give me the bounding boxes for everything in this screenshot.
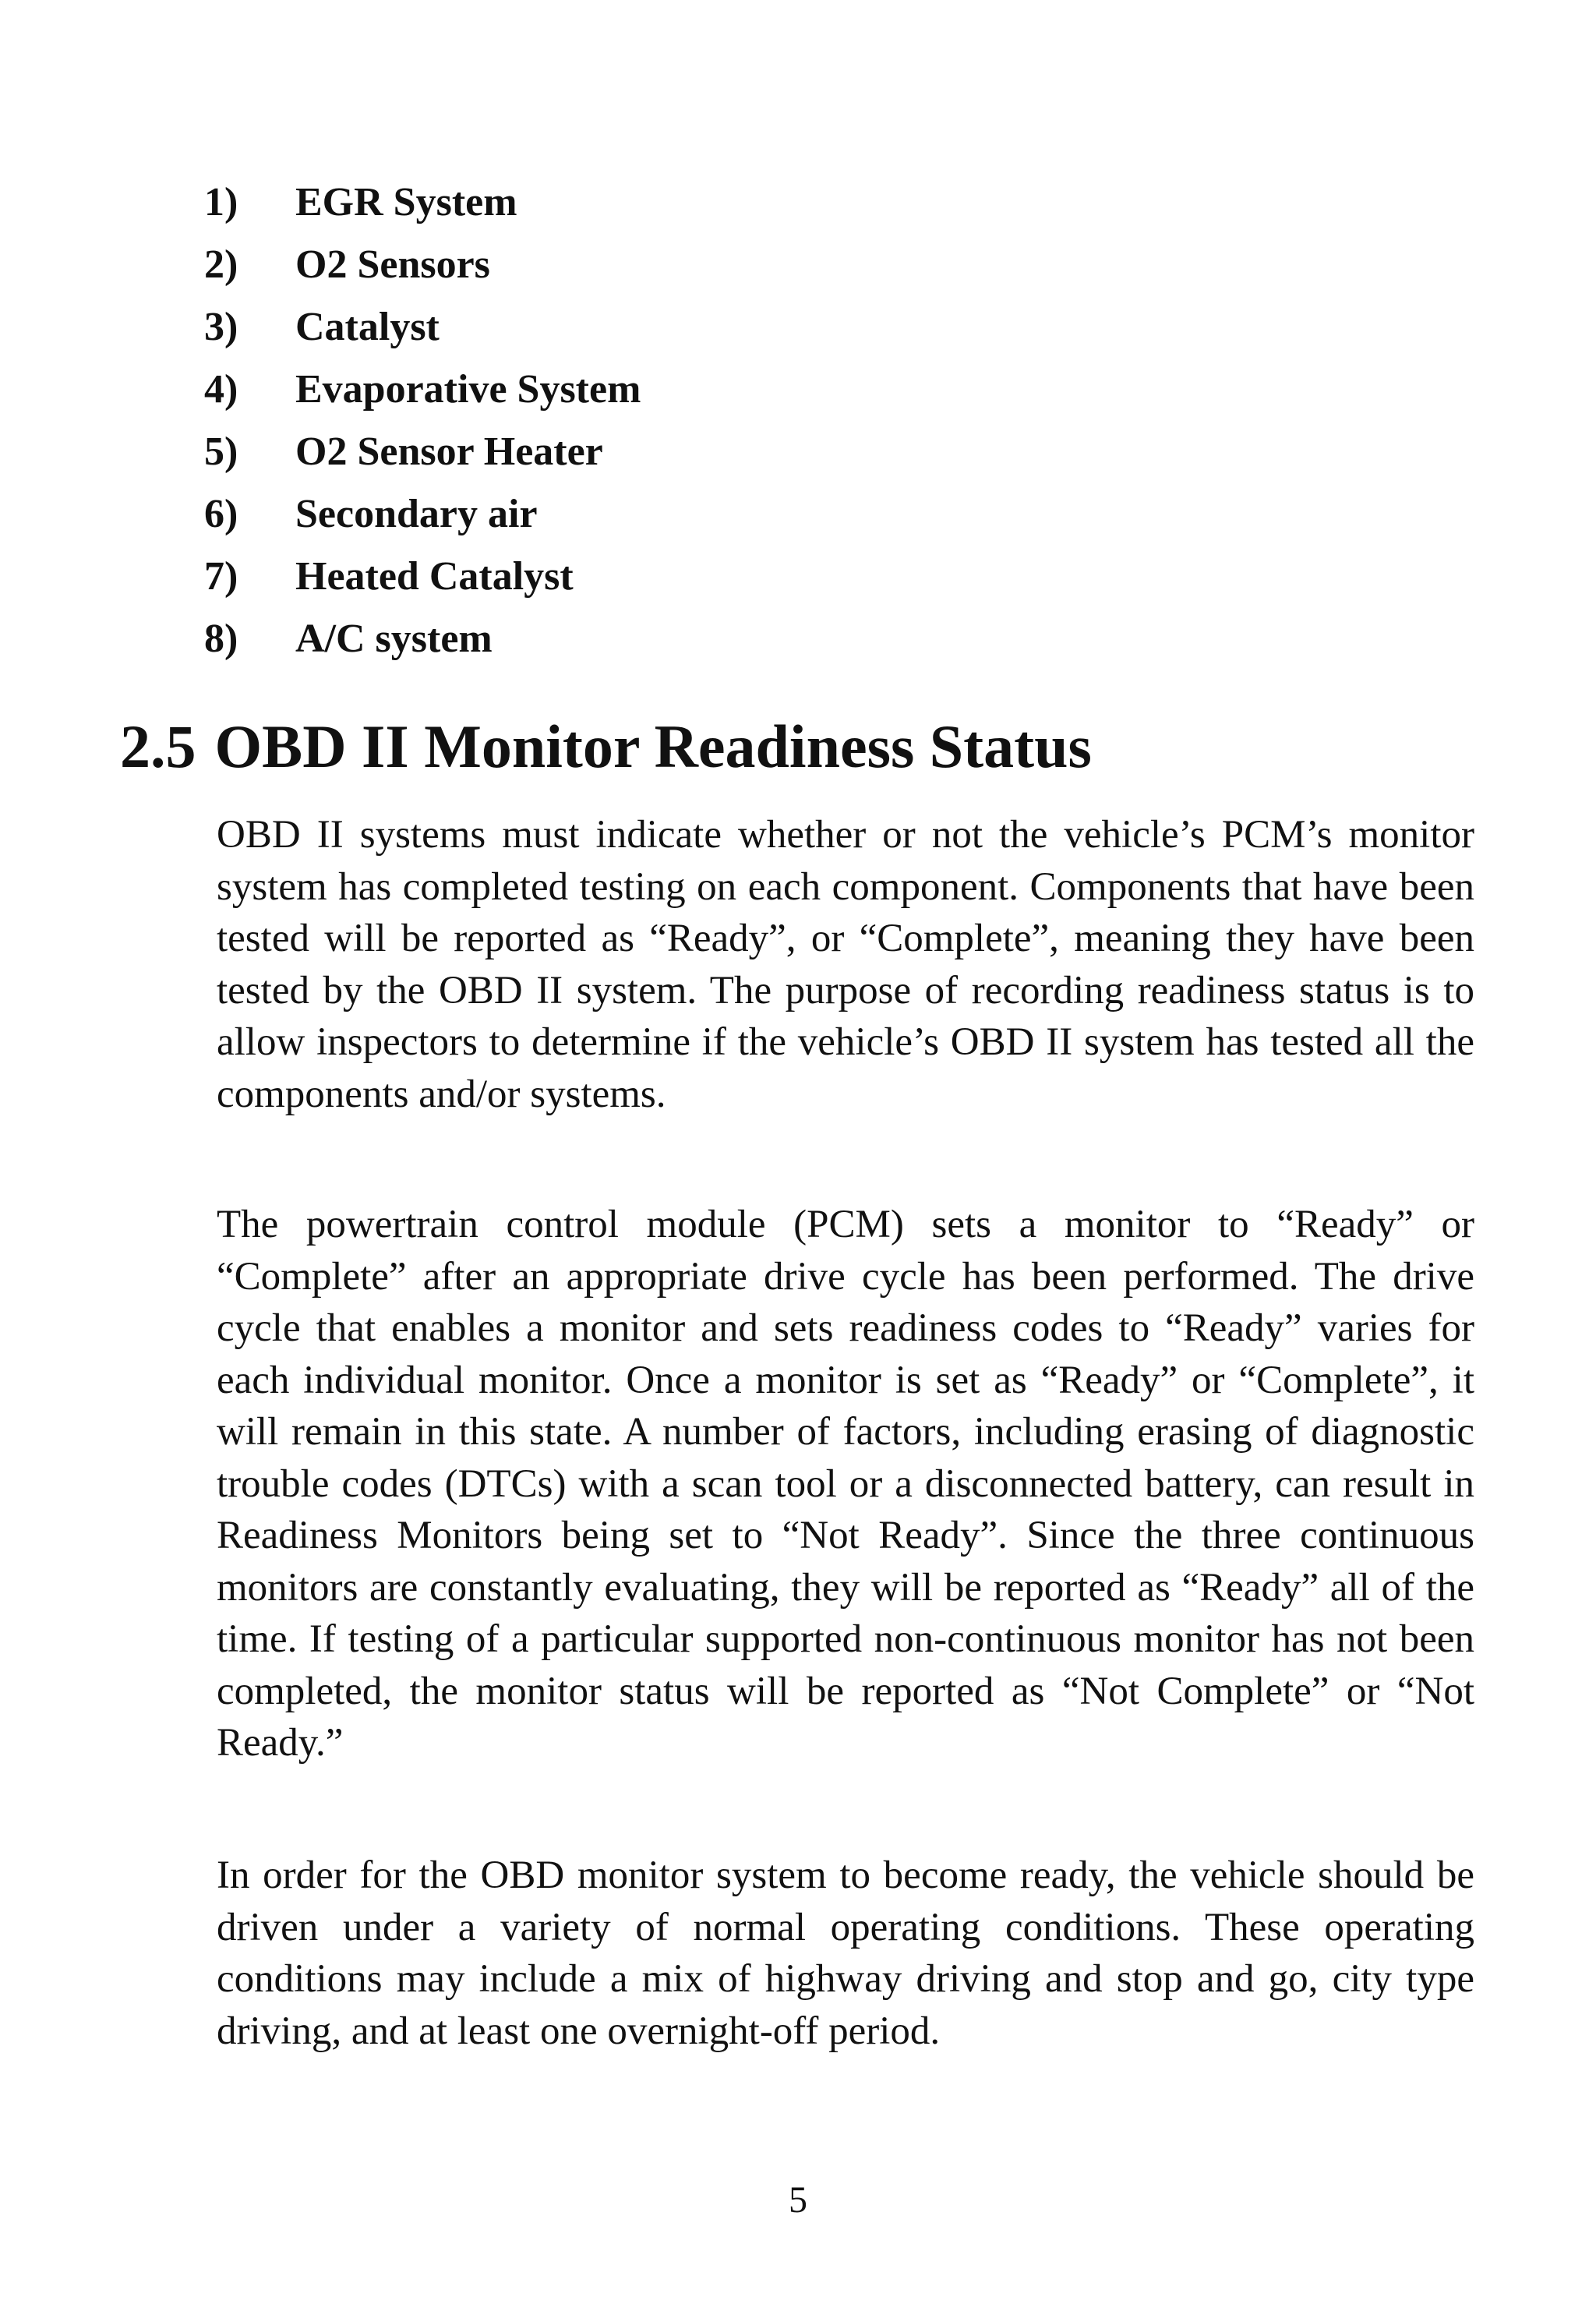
list-item: [204, 608, 641, 670]
list-item-label: Evaporative System: [295, 367, 641, 412]
list-item: [204, 296, 641, 359]
list-item: [204, 359, 641, 421]
list-item-label: O2 Sensors: [295, 242, 490, 287]
section-title: OBD II Monitor Readiness Status: [214, 712, 1092, 780]
list-item: [204, 234, 641, 296]
paragraph-driving-conditions: In order for the OBD monitor system to become ready, the vehicle should be driven under a variety of normal operating conditions. These operating conditions may include a mix of highway driving and stop and go, city type driving, and at least one overnight-off period.: [217, 1854, 1474, 2053]
list-item: [204, 483, 641, 546]
paragraph-readiness-intro: OBD II systems must indicate whether or not the vehicle’s PCM’s monitor system has completed testing on each component. Components that have been tested will be reported as “Ready”, or “Complete”, meaning they have been tested by the OBD II system. The purpose of recording readiness status is to allow inspectors to determine if the vehicle’s OBD II system has tested all the components and/or systems.: [217, 813, 1474, 1116]
list-item-number: 2): [204, 242, 238, 287]
page-number: 5: [789, 2179, 807, 2221]
monitor-list: [204, 171, 641, 670]
list-item: [204, 171, 641, 234]
list-item-number: 6): [204, 492, 238, 536]
list-item: [204, 546, 641, 608]
list-item-label: Catalyst: [295, 305, 440, 349]
list-item-label: Secondary air: [295, 492, 538, 536]
section-heading: [120, 708, 1092, 786]
list-item-label: EGR System: [295, 180, 517, 224]
list-item-number: 5): [204, 429, 238, 474]
list-item-label: Heated Catalyst: [295, 554, 574, 599]
paragraph-pcm-drive-cycle: The powertrain control module (PCM) sets a monitor to “Ready” or “Complete” after an appropriate drive cycle has been performed. The drive cycle that enables a monitor and sets readiness codes to “Ready” varies for each individual monitor. Once a monitor is set as “Ready” or “Complete”, it will remain in this state. A number of factors, including erasing of diagnostic trouble codes (DTCs) with a scan tool or a disconnected battery, can result in Readiness Monitors being set to “Not Ready”. Since the three continuous monitors are constantly evaluating, they will be reported as “Ready” all of the time. If testing of a particular supported non-continuous monitor has not been completed, the monitor status will be reported as “Not Complete” or “Not Ready.”: [217, 1203, 1474, 1765]
list-item-label: O2 Sensor Heater: [295, 429, 603, 474]
list-item: [204, 421, 641, 483]
list-item-number: 4): [204, 367, 238, 412]
list-item-label: A/C system: [295, 617, 493, 661]
list-item-number: 1): [204, 180, 238, 224]
section-number: 2.5: [120, 712, 196, 780]
list-item-number: 7): [204, 554, 238, 599]
list-item-number: 8): [204, 617, 238, 661]
list-item-number: 3): [204, 305, 238, 349]
